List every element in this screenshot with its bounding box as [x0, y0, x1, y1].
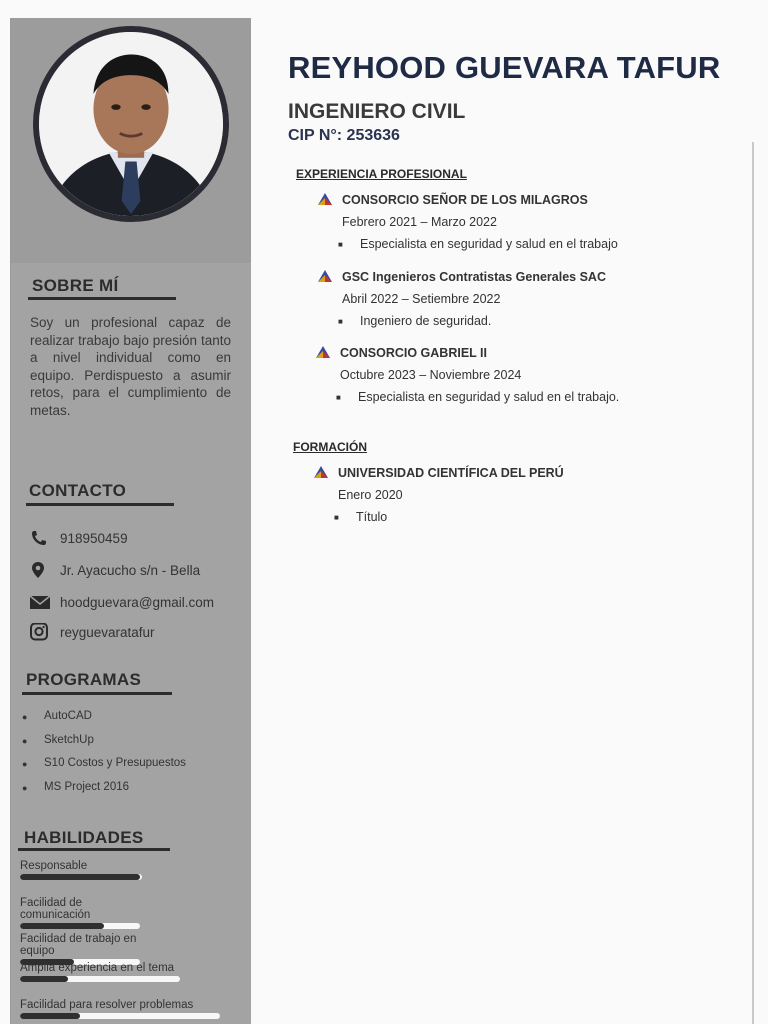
- about-underline: [28, 297, 176, 300]
- contact-underline: [26, 503, 174, 506]
- contact-title: CONTACTO: [29, 481, 127, 500]
- page-edge: [752, 142, 754, 1024]
- contact-address-text: Jr. Ayacucho s/n - Bella: [60, 562, 201, 578]
- list-item: ● S10 Costos y Presupuestos: [22, 757, 186, 769]
- bullet-icon: ●: [22, 759, 28, 769]
- about-title: SOBRE MÍ: [32, 276, 119, 295]
- location-pin-icon: [30, 561, 50, 579]
- bullet-icon: ■: [338, 317, 343, 326]
- skill-bar: [20, 976, 180, 982]
- instagram-icon: [30, 623, 50, 641]
- contact-email-text: hoodguevara@gmail.com: [60, 594, 215, 610]
- mail-icon: [30, 593, 50, 611]
- triangle-marker-icon: [316, 346, 340, 360]
- experience-detail: Especialista en seguridad y salud en el trabajo.: [358, 390, 620, 404]
- skill-label: Facilidad para resolver problemas: [20, 999, 194, 1011]
- programs-list: [22, 710, 186, 804]
- bullet-icon: ■: [336, 393, 341, 402]
- skill-bar-fill: [20, 1013, 80, 1019]
- experience-entry: [316, 346, 619, 405]
- experience-dates: Febrero 2021 – Marzo 2022: [342, 215, 497, 229]
- bullet-icon: ●: [22, 735, 28, 746]
- experience-company: CONSORCIO GABRIEL II: [340, 346, 488, 360]
- experience-dates: Abril 2022 – Setiembre 2022: [342, 292, 501, 306]
- programs-title: PROGRAMAS: [26, 670, 142, 689]
- skill-label: Responsable: [20, 860, 88, 872]
- bullet-icon: ●: [22, 782, 28, 793]
- about-text: Soy un profesional capaz de realizar trabajo bajo presión tanto a nivel individual como en equipo. Perdispuesto a asumir retos, para el cumplimiento de metas.: [30, 315, 231, 418]
- experience-detail: Ingeniero de seguridad.: [360, 314, 492, 328]
- skill-label: Facilidad de trabajo en equipo: [20, 933, 137, 957]
- skill-item: [20, 933, 140, 965]
- skill-bar: [20, 1013, 220, 1019]
- education-dates: Enero 2020: [338, 488, 403, 502]
- contact-email[interactable]: [30, 593, 214, 611]
- skills-underline: [18, 848, 170, 851]
- bullet-icon: ■: [338, 240, 343, 249]
- cip-number: CIP N°: 253636: [288, 127, 400, 144]
- contact-instagram[interactable]: [30, 623, 155, 641]
- education-title: FORMACIÓN: [293, 440, 367, 454]
- education-detail: Título: [356, 510, 388, 524]
- skill-bar-fill: [20, 976, 68, 982]
- programs-underline: [22, 692, 172, 695]
- experience-company: GSC Ingenieros Contratistas Generales SAC: [342, 270, 606, 284]
- skill-item: [20, 999, 220, 1019]
- education-entry: [314, 466, 564, 525]
- experience-title: EXPERIENCIA PROFESIONAL: [296, 167, 467, 181]
- skill-item: [20, 897, 140, 929]
- contact-phone-text: 918950459: [60, 530, 128, 546]
- skills-title: HABILIDADES: [24, 828, 144, 847]
- triangle-marker-icon: [318, 193, 342, 207]
- contact-instagram-text: reyguevaratafur: [60, 624, 155, 640]
- list-item: ● AutoCAD: [22, 710, 92, 722]
- contact-phone[interactable]: [30, 529, 128, 547]
- skill-bar-fill: [20, 923, 104, 929]
- skill-bar: [20, 923, 140, 929]
- education-institution: UNIVERSIDAD CIENTÍFICA DEL PERÚ: [338, 466, 564, 480]
- contact-address: [30, 561, 200, 579]
- avatar: [33, 26, 229, 222]
- bullet-icon: ●: [22, 712, 28, 722]
- skill-label: Amplia experiencia en el tema: [20, 962, 175, 974]
- skill-bar-fill: [20, 874, 140, 880]
- experience-entry: [318, 270, 606, 329]
- profile-photo: [39, 32, 223, 216]
- experience-dates: Octubre 2023 – Noviembre 2024: [340, 368, 522, 382]
- skill-label: Facilidad de comunicación: [20, 897, 91, 921]
- skill-item: [20, 860, 142, 880]
- skill-bar: [20, 874, 142, 880]
- name-heading: REYHOOD GUEVARA TAFUR: [288, 50, 721, 85]
- list-item: ● MS Project 2016: [22, 780, 130, 793]
- experience-company: CONSORCIO SEÑOR DE LOS MILAGROS: [342, 193, 588, 207]
- phone-icon: [30, 529, 50, 547]
- list-item: ● SketchUp: [22, 733, 94, 746]
- experience-detail: Especialista en seguridad y salud en el trabajo: [360, 237, 618, 251]
- experience-entry: [318, 193, 618, 252]
- triangle-marker-icon: [318, 270, 342, 284]
- profession-title: INGENIERO CIVIL: [288, 100, 466, 123]
- skill-item: [20, 962, 180, 982]
- triangle-marker-icon: [314, 466, 338, 480]
- bullet-icon: ■: [334, 513, 339, 522]
